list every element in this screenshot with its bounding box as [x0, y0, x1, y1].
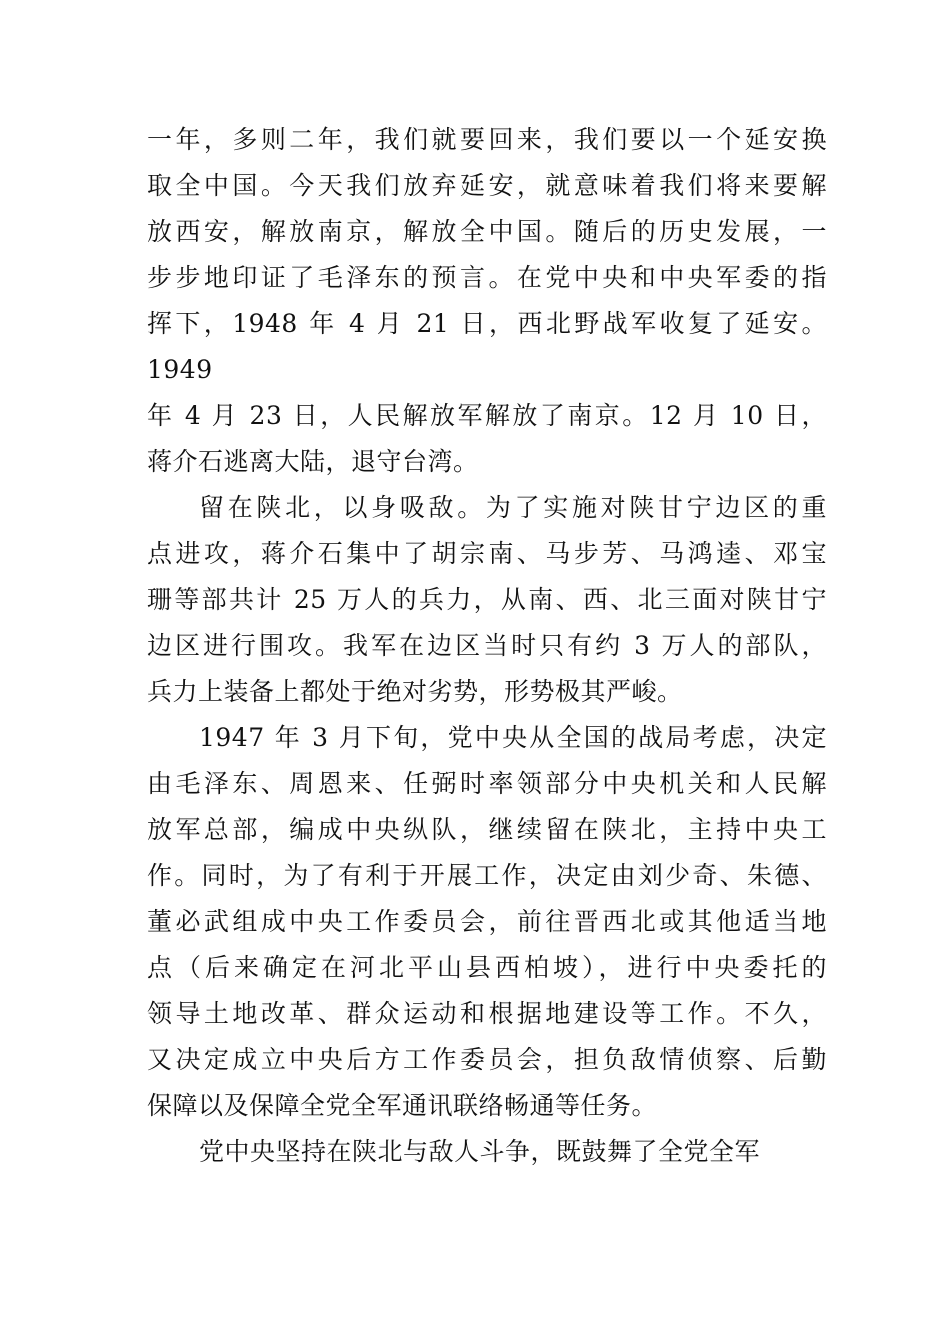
- body-text: [147, 117, 827, 1175]
- text-line: 兵力上装备上都处于绝对劣势，形势极其严峻。: [147, 677, 683, 706]
- text-line: 1947 年 3 月下旬，党中央从全国的战局考虑，决定: [199, 723, 827, 752]
- text-line: 党中央坚持在陕北与敌人斗争，既鼓舞了全党全军: [199, 1137, 761, 1166]
- text-line: 边区进行围攻。我军在边区当时只有约 3 万人的部队，: [147, 631, 827, 660]
- text-line: 珊等部共计 25 万人的兵力，从南、西、北三面对陕甘宁: [147, 585, 827, 614]
- text-line: 由毛泽东、周恩来、任弼时率领部分中央机关和人民解: [147, 769, 827, 798]
- text-line: 作。同时，为了有利于开展工作，决定由刘少奇、朱德、: [147, 861, 827, 890]
- text-line: 点（后来确定在河北平山县西柏坡），进行中央委托的: [147, 953, 827, 982]
- text-line: 又决定成立中央后方工作委员会，担负敌情侦察、后勤: [147, 1045, 827, 1074]
- text-line: 挥下，1948 年 4 月 21 日，西北野战军收复了延安。: [147, 309, 827, 338]
- text-line: 留在陕北，以身吸敌。为了实施对陕甘宁边区的重: [199, 493, 827, 522]
- text-line: 保障以及保障全党全军通讯联络畅通等任务。: [147, 1091, 658, 1120]
- paragraph-1: [147, 117, 827, 485]
- text-line: 领导土地改革、群众运动和根据地建设等工作。不久，: [147, 999, 827, 1028]
- paragraph-3: [147, 715, 827, 1129]
- text-line: 取全中国。今天我们放弃延安，就意味着我们将来要解: [147, 171, 827, 200]
- paragraph-4: [147, 1129, 827, 1175]
- text-line: 点进攻，蒋介石集中了胡宗南、马步芳、马鸿逵、邓宝: [147, 539, 827, 568]
- text-line: 放西安，解放南京，解放全中国。随后的历史发展，一: [147, 217, 827, 246]
- paragraph-2: [147, 485, 827, 715]
- text-line: 蒋介石逃离大陆，退守台湾。: [147, 447, 479, 476]
- text-line: 1949: [147, 355, 213, 384]
- text-line: 年 4 月 23 日，人民解放军解放了南京。12 月 10 日，: [147, 401, 827, 430]
- text-line: 放军总部，编成中央纵队，继续留在陕北，主持中央工: [147, 815, 827, 844]
- text-line: 步步地印证了毛泽东的预言。在党中央和中央军委的指: [147, 263, 827, 292]
- text-line: 一年，多则二年，我们就要回来，我们要以一个延安换: [147, 125, 827, 154]
- text-line: 董必武组成中央工作委员会，前往晋西北或其他适当地: [147, 907, 827, 936]
